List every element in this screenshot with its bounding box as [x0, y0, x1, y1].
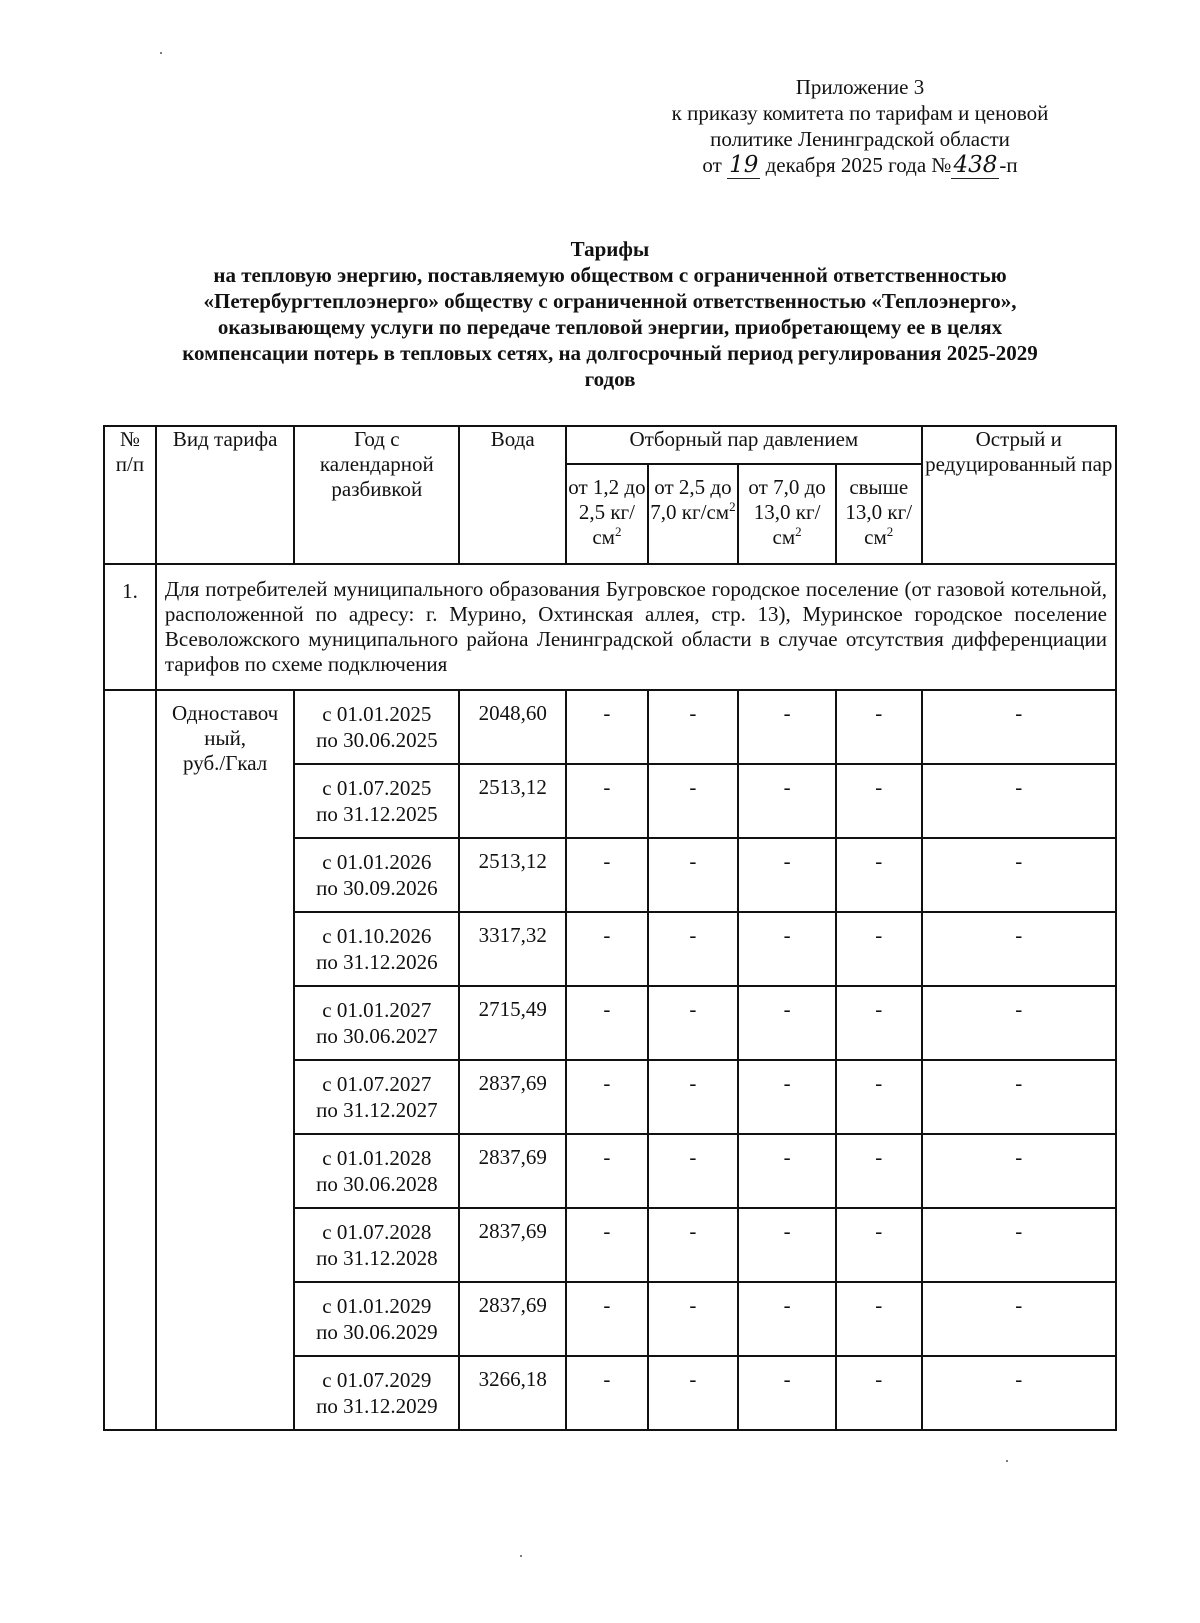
header-steam-3-label: от 7,0 до 13,0 кг/см [748, 475, 826, 549]
steam-value-s4: - [836, 912, 922, 986]
steam-value-s2: - [648, 1060, 739, 1134]
header-steam-1-label: от 1,2 до 2,5 кг/см [568, 475, 646, 549]
steam-value-s3: - [738, 1356, 836, 1430]
water-tariff-value: 2513,12 [459, 838, 566, 912]
period-from: с 01.10.2026 [322, 924, 432, 948]
header-steam-2-sup: 2 [729, 499, 736, 514]
header-steam-3 [738, 464, 836, 564]
order-reference-line: к приказу комитета по тарифам и ценовой [671, 101, 1049, 125]
steam-value-s3: - [738, 764, 836, 838]
header-steam-2 [648, 464, 739, 564]
water-tariff-value: 3317,32 [459, 912, 566, 986]
period-to: по 31.12.2028 [316, 1246, 438, 1270]
header-steam-1-sup: 2 [614, 524, 622, 539]
committee-line: политике Ленинградской области [710, 127, 1010, 151]
header-number-label: п/п [115, 452, 145, 476]
period-to: по 30.06.2029 [316, 1320, 438, 1344]
steam-value-s2: - [648, 986, 739, 1060]
header-steam-4-label: свыше 13,0 кг/см [845, 475, 913, 549]
document-title [90, 236, 1130, 392]
period-cell [294, 690, 459, 764]
sharp-steam-value: - [922, 1282, 1117, 1356]
period-cell [294, 838, 459, 912]
period-to: по 31.12.2025 [316, 802, 438, 826]
sharp-steam-value: - [922, 986, 1117, 1060]
steam-value-s4: - [836, 986, 922, 1060]
water-tariff-value: 2048,60 [459, 690, 566, 764]
header-steam-group: Отборный пар давлением [566, 426, 921, 464]
steam-value-s2: - [648, 1208, 739, 1282]
period-from: с 01.01.2029 [322, 1294, 432, 1318]
header-steam-1 [566, 464, 647, 564]
header-tariff-kind: Вид тарифа [156, 426, 294, 564]
period-to: по 30.09.2026 [316, 876, 438, 900]
period-to: по 31.12.2026 [316, 950, 438, 974]
water-tariff-value: 2837,69 [459, 1060, 566, 1134]
steam-value-s4: - [836, 1356, 922, 1430]
appendix-header [600, 74, 1120, 178]
sharp-steam-value: - [922, 690, 1117, 764]
period-to: по 30.06.2027 [316, 1024, 438, 1048]
tariff-kind-cell [156, 690, 294, 1430]
section-number: 1. [104, 564, 156, 690]
period-cell [294, 1356, 459, 1430]
steam-value-s1: - [566, 1282, 647, 1356]
period-to: по 30.06.2025 [316, 728, 438, 752]
steam-value-s3: - [738, 690, 836, 764]
steam-value-s2: - [648, 838, 739, 912]
header-steam-4 [836, 464, 922, 564]
period-to: по 31.12.2027 [316, 1098, 438, 1122]
header-row-1 [104, 426, 1116, 464]
tariff-table [103, 425, 1117, 1431]
scan-speck [520, 1555, 522, 1557]
period-from: с 01.01.2027 [322, 998, 432, 1022]
water-tariff-value: 2837,69 [459, 1208, 566, 1282]
scan-speck [160, 52, 162, 54]
header-steam-4-sup: 2 [886, 524, 894, 539]
steam-value-s4: - [836, 838, 922, 912]
water-tariff-value: 3266,18 [459, 1356, 566, 1430]
table-row [104, 690, 1116, 764]
steam-value-s1: - [566, 764, 647, 838]
steam-value-s3: - [738, 838, 836, 912]
tariff-kind-text: Одноставоч [172, 701, 279, 725]
water-tariff-value: 2715,49 [459, 986, 566, 1060]
steam-value-s2: - [648, 764, 739, 838]
steam-value-s3: - [738, 1134, 836, 1208]
steam-value-s1: - [566, 1208, 647, 1282]
period-cell [294, 1060, 459, 1134]
steam-value-s1: - [566, 1134, 647, 1208]
header-number-sign: № [119, 427, 140, 451]
period-from: с 01.01.2028 [322, 1146, 432, 1170]
sharp-steam-value: - [922, 1356, 1117, 1430]
empty-number-cell [104, 690, 156, 1430]
steam-value-s1: - [566, 986, 647, 1060]
steam-value-s3: - [738, 1208, 836, 1282]
steam-value-s1: - [566, 1060, 647, 1134]
header-water: Вода [459, 426, 566, 564]
steam-value-s4: - [836, 690, 922, 764]
steam-value-s2: - [648, 1134, 739, 1208]
period-from: с 01.07.2027 [322, 1072, 432, 1096]
period-to: по 30.06.2028 [316, 1172, 438, 1196]
steam-value-s4: - [836, 764, 922, 838]
steam-value-s3: - [738, 912, 836, 986]
title-line-4: компенсации потерь в тепловых сетях, на долгосрочный период регулирования 2025-2029 [182, 341, 1038, 365]
header-steam-3-sup: 2 [795, 524, 802, 539]
scan-speck [1006, 1460, 1008, 1462]
title-heading: Тарифы [570, 237, 650, 261]
title-line-5: годов [584, 367, 636, 391]
period-from: с 01.07.2028 [322, 1220, 432, 1244]
period-cell [294, 912, 459, 986]
steam-value-s1: - [566, 838, 647, 912]
period-cell [294, 1208, 459, 1282]
period-from: с 01.01.2025 [322, 702, 432, 726]
steam-value-s3: - [738, 1060, 836, 1134]
period-cell [294, 1282, 459, 1356]
steam-value-s1: - [566, 912, 647, 986]
water-tariff-value: 2837,69 [459, 1282, 566, 1356]
steam-value-s4: - [836, 1208, 922, 1282]
period-from: с 01.01.2026 [322, 850, 432, 874]
header-steam-2-label: от 2,5 до 7,0 кг/см [650, 475, 732, 524]
steam-value-s2: - [648, 1282, 739, 1356]
period-from: с 01.07.2025 [322, 776, 432, 800]
period-cell [294, 986, 459, 1060]
steam-value-s3: - [738, 986, 836, 1060]
steam-value-s3: - [738, 1282, 836, 1356]
steam-value-s1: - [566, 1356, 647, 1430]
handwritten-day: 19 [729, 152, 759, 178]
steam-value-s4: - [836, 1282, 922, 1356]
tariff-kind-text: руб./Гкал [183, 751, 268, 775]
sharp-steam-value: - [922, 1134, 1117, 1208]
title-line-2: «Петербургтеплоэнерго» обществу с ограниченной ответственностью «Теплоэнерго», [203, 289, 1017, 313]
handwritten-order-number: 438 [953, 152, 998, 178]
header-number [104, 426, 156, 564]
tariff-kind-text: ный, [204, 726, 247, 750]
steam-value-s2: - [648, 1356, 739, 1430]
steam-value-s2: - [648, 690, 739, 764]
period-to: по 31.12.2029 [316, 1394, 438, 1418]
sharp-steam-value: - [922, 838, 1117, 912]
date-rest: декабря 2025 года № [765, 153, 952, 177]
sharp-steam-value: - [922, 764, 1117, 838]
title-line-1: на тепловую энергию, поставляемую обществом с ограниченной ответственностью [213, 263, 1007, 287]
section-row [104, 564, 1116, 690]
steam-value-s1: - [566, 690, 647, 764]
order-date-line [600, 152, 1120, 178]
sharp-steam-value: - [922, 1060, 1117, 1134]
period-cell [294, 1134, 459, 1208]
order-suffix: -п [999, 153, 1018, 177]
sharp-steam-value: - [922, 1208, 1117, 1282]
header-sharp-steam: Острый и редуцированный пар [922, 426, 1117, 564]
steam-value-s2: - [648, 912, 739, 986]
water-tariff-value: 2513,12 [459, 764, 566, 838]
title-line-3: оказывающему услуги по передаче тепловой энергии, приобретающему ее в целях [217, 315, 1003, 339]
period-from: с 01.07.2029 [322, 1368, 432, 1392]
period-cell [294, 764, 459, 838]
steam-value-s4: - [836, 1134, 922, 1208]
steam-value-s4: - [836, 1060, 922, 1134]
date-prefix: от [702, 153, 722, 177]
appendix-label: Приложение 3 [795, 75, 925, 99]
section-description: Для потребителей муниципального образования Бугровское городское поселение (от газовой котельной, расположенной по адресу: г. Мурино, Охтинская аллея, стр. 13), Муринское городское поселение Всеволожского муниципального района Ленинградской области в случае отсутствия дифференциации тарифов по схеме подключения [156, 564, 1116, 690]
header-year: Год с календарной разбивкой [294, 426, 459, 564]
water-tariff-value: 2837,69 [459, 1134, 566, 1208]
sharp-steam-value: - [922, 912, 1117, 986]
